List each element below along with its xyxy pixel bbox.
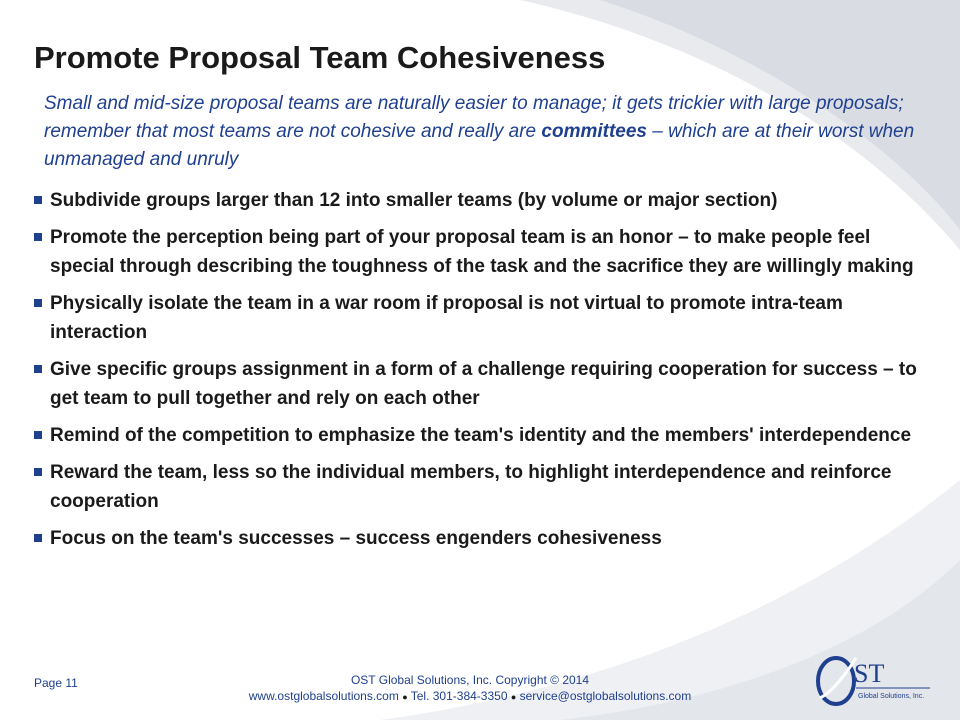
logo-text: ST: [854, 659, 885, 688]
phone-number: Tel. 301-384-3350: [410, 689, 508, 703]
separator-dot-icon: ●: [510, 692, 517, 702]
contact-line: [200, 688, 740, 705]
square-bullet-icon: [34, 431, 42, 439]
page-number: Page 11: [34, 676, 78, 690]
bullet-item: [34, 223, 934, 281]
bullet-text: Focus on the team's successes – success engenders cohesiveness: [50, 528, 662, 549]
bullet-item: [34, 289, 934, 347]
bullet-text: Physically isolate the team in a war room if proposal is not virtual to promote intra-team interaction: [50, 293, 843, 343]
subtitle-emphasis: committees: [541, 121, 648, 142]
bullet-text: Reward the team, less so the individual members, to highlight interdependence and reinforce cooperation: [50, 462, 892, 512]
bullet-item: [34, 186, 934, 215]
square-bullet-icon: [34, 534, 42, 542]
bullet-text: Promote the perception being part of your proposal team is an honor – to make people feel special through describing the toughness of the task and the sacrifice they are willingly making: [50, 227, 914, 277]
website-link[interactable]: www.ostglobalsolutions.com: [248, 689, 399, 703]
subtitle-text-start: Small and mid-size proposal teams are naturally easier to manage; it gets trickier with large proposals; remember that most teams are not cohesive and really are: [44, 93, 904, 142]
footer-contact: [200, 672, 740, 705]
page-title: Promote Proposal Team Cohesiveness: [34, 40, 606, 75]
bullet-item: [34, 458, 934, 516]
square-bullet-icon: [34, 196, 42, 204]
copyright-text: OST Global Solutions, Inc. Copyright © 2014: [350, 673, 590, 687]
separator-dot-icon: ●: [402, 692, 408, 702]
bullet-list: [34, 186, 934, 561]
bullet-item: [34, 524, 934, 553]
square-bullet-icon: [34, 299, 42, 307]
subtitle: [44, 90, 924, 174]
bullet-text: Subdivide groups larger than 12 into smaller teams (by volume or major section): [50, 190, 778, 211]
company-logo: [812, 652, 932, 708]
square-bullet-icon: [34, 468, 42, 476]
logo-subtext: Global Solutions, Inc.: [858, 693, 925, 700]
bullet-item: [34, 421, 934, 450]
email-link[interactable]: service@ostglobalsolutions.com: [519, 689, 692, 703]
square-bullet-icon: [34, 365, 42, 373]
square-bullet-icon: [34, 233, 42, 241]
bullet-text: Give specific groups assignment in a form of a challenge requiring cooperation for success – to get team to pull together and rely on each other: [50, 359, 917, 409]
subtitle-text-end: – which are at their worst when unmanaged and unruly: [44, 121, 915, 170]
bullet-text: Remind of the competition to emphasize the team's identity and the members' interdependence: [50, 425, 912, 446]
bullet-item: [34, 355, 934, 413]
